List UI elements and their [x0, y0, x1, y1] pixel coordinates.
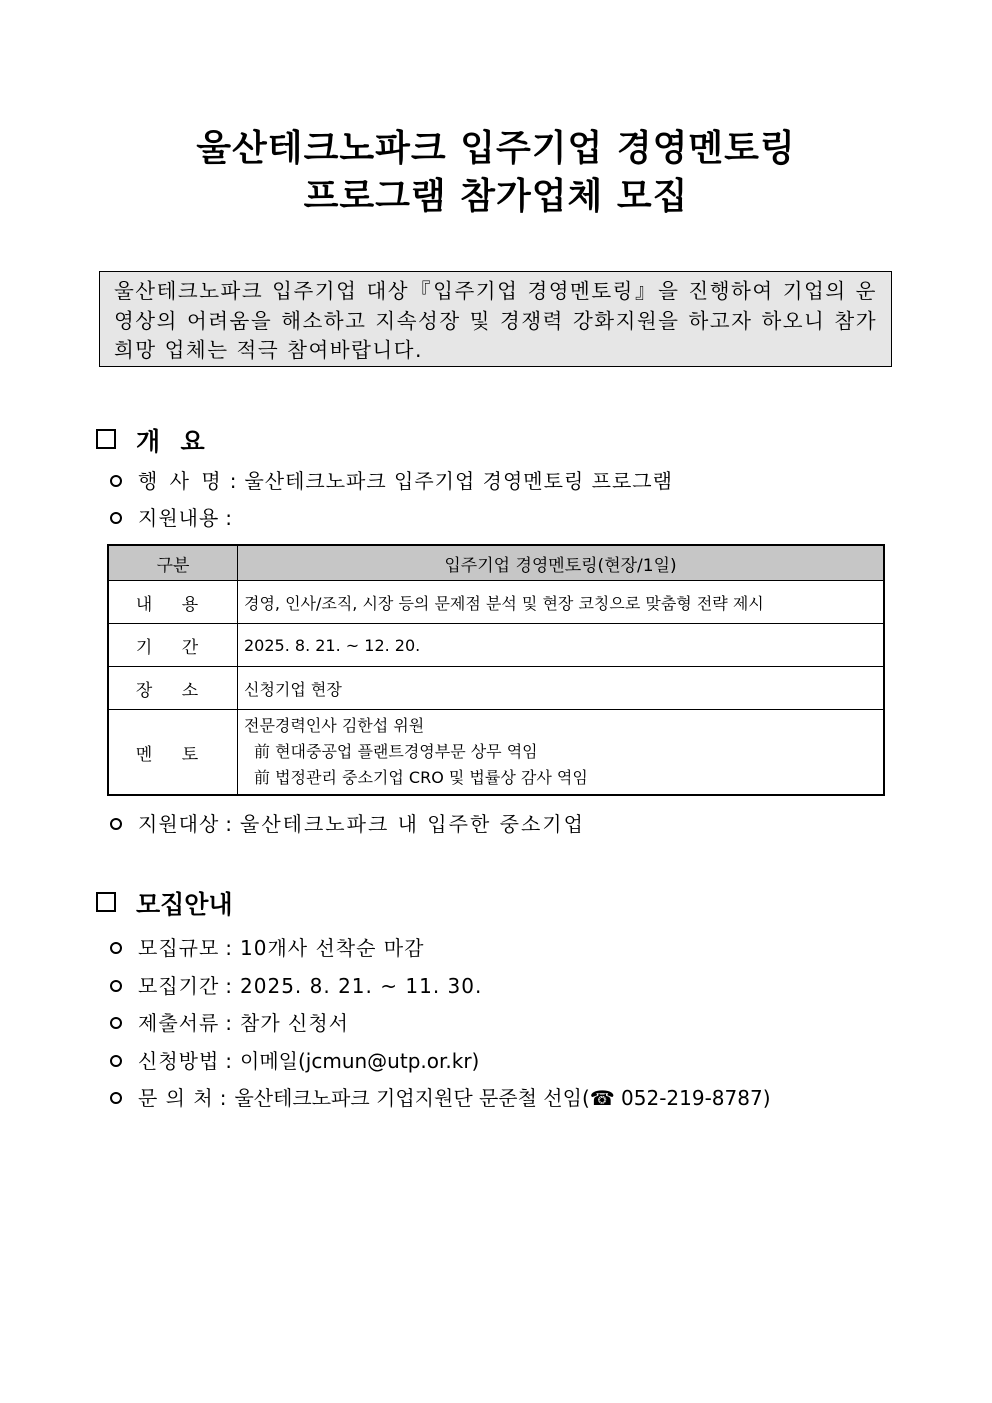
- recruit-heading: 모집안내: [136, 890, 233, 919]
- support-target-value: 울산테크노파크 내 입주한 중소기업: [240, 812, 585, 836]
- checkbox-icon: [96, 429, 116, 449]
- document-title-line1: 울산테크노파크 입주기업 경영멘토링: [196, 128, 796, 169]
- recruit-item-label: 모집규모: [138, 936, 220, 960]
- support-content-table: [107, 544, 885, 796]
- table-row: [108, 710, 884, 796]
- support-target-label: 지원대상: [138, 812, 220, 836]
- mentor-career: 前 현대중공업 플랜트경영부문 상무 역임: [254, 742, 538, 761]
- circle-bullet-icon: [110, 1055, 122, 1067]
- recruit-item-value: 이메일(jcmun@utp.or.kr): [240, 1049, 480, 1073]
- recruit-item-value: 10개사 선착순 마감: [240, 936, 425, 960]
- table-row-label: 기 간: [108, 624, 238, 667]
- recruit-item-label: 문 의 처: [138, 1086, 214, 1110]
- circle-bullet-icon: [110, 818, 122, 830]
- circle-bullet-icon: [110, 942, 122, 954]
- intro-box: 울산테크노파크 입주기업 대상『입주기업 경영멘토링』을 진행하여 기업의 운영상의 어려움을 해소하고 지속성장 및 경쟁력 강화지원을 하고자 하오니 참가 희망 업체는 적극 참여바랍니다.: [99, 271, 892, 367]
- recruit-item: 모집규모 : 10개사 선착순 마감: [110, 933, 424, 963]
- table-row: [108, 624, 884, 667]
- mentor-career: 前 법정관리 중소기업 CRO 및 법률상 감사 역임: [254, 768, 588, 787]
- checkbox-icon: [96, 892, 116, 912]
- mentor-name: 전문경력인사 김한섭 위원: [244, 716, 425, 735]
- recruit-item-value: 참가 신청서: [240, 1011, 349, 1035]
- recruit-item: 신청방법 : 이메일(jcmun@utp.or.kr): [110, 1046, 479, 1076]
- recruit-item-label: 모집기간: [138, 974, 220, 998]
- circle-bullet-icon: [110, 475, 122, 487]
- table-row-value: 경영, 인사/조직, 시장 등의 문제점 분석 및 현장 코칭으로 맞춤형 전략 제시: [238, 581, 885, 624]
- table-row: [108, 667, 884, 710]
- circle-bullet-icon: [110, 1017, 122, 1029]
- event-name-label: 행 사 명: [138, 469, 224, 493]
- table-row-label: 장 소: [108, 667, 238, 710]
- table-row-label: 멘 토: [108, 710, 238, 796]
- document-title-line2: 프로그램 참가업체 모집: [303, 176, 689, 217]
- table-header-program: 입주기업 경영멘토링(현장/1일): [238, 545, 885, 581]
- event-name-value: 울산테크노파크 입주기업 경영멘토링 프로그램: [244, 469, 673, 493]
- recruit-item: 모집기간 : 2025. 8. 21. ~ 11. 30.: [110, 971, 482, 1001]
- recruit-item-label: 신청방법: [138, 1049, 220, 1073]
- circle-bullet-icon: [110, 512, 122, 524]
- overview-heading: 개 요: [136, 427, 206, 456]
- recruit-item-value: 2025. 8. 21. ~ 11. 30.: [240, 974, 483, 998]
- recruit-item: 문 의 처 : 울산테크노파크 기업지원단 문준철 선임(☎ 052-219-8787): [110, 1083, 771, 1113]
- recruit-item: 제출서류 : 참가 신청서: [110, 1008, 349, 1038]
- table-row-value: 2025. 8. 21. ~ 12. 20.: [238, 624, 885, 667]
- circle-bullet-icon: [110, 1092, 122, 1104]
- table-row: [108, 581, 884, 624]
- support-content-label: 지원내용: [138, 506, 220, 530]
- recruit-item-value: 울산테크노파크 기업지원단 문준철 선임(☎ 052-219-8787): [234, 1086, 771, 1110]
- table-row-value: 신청기업 현장: [238, 667, 885, 710]
- support-target-row: 지원대상 : 울산테크노파크 내 입주한 중소기업: [110, 809, 585, 839]
- event-name-row: 행 사 명 : 울산테크노파크 입주기업 경영멘토링 프로그램: [110, 466, 673, 496]
- mentor-details: [238, 710, 885, 796]
- table-row-label: 내 용: [108, 581, 238, 624]
- support-content-row: 지원내용 :: [110, 503, 240, 533]
- table-header-category: 구분: [108, 545, 238, 581]
- recruit-item-label: 제출서류: [138, 1011, 220, 1035]
- circle-bullet-icon: [110, 980, 122, 992]
